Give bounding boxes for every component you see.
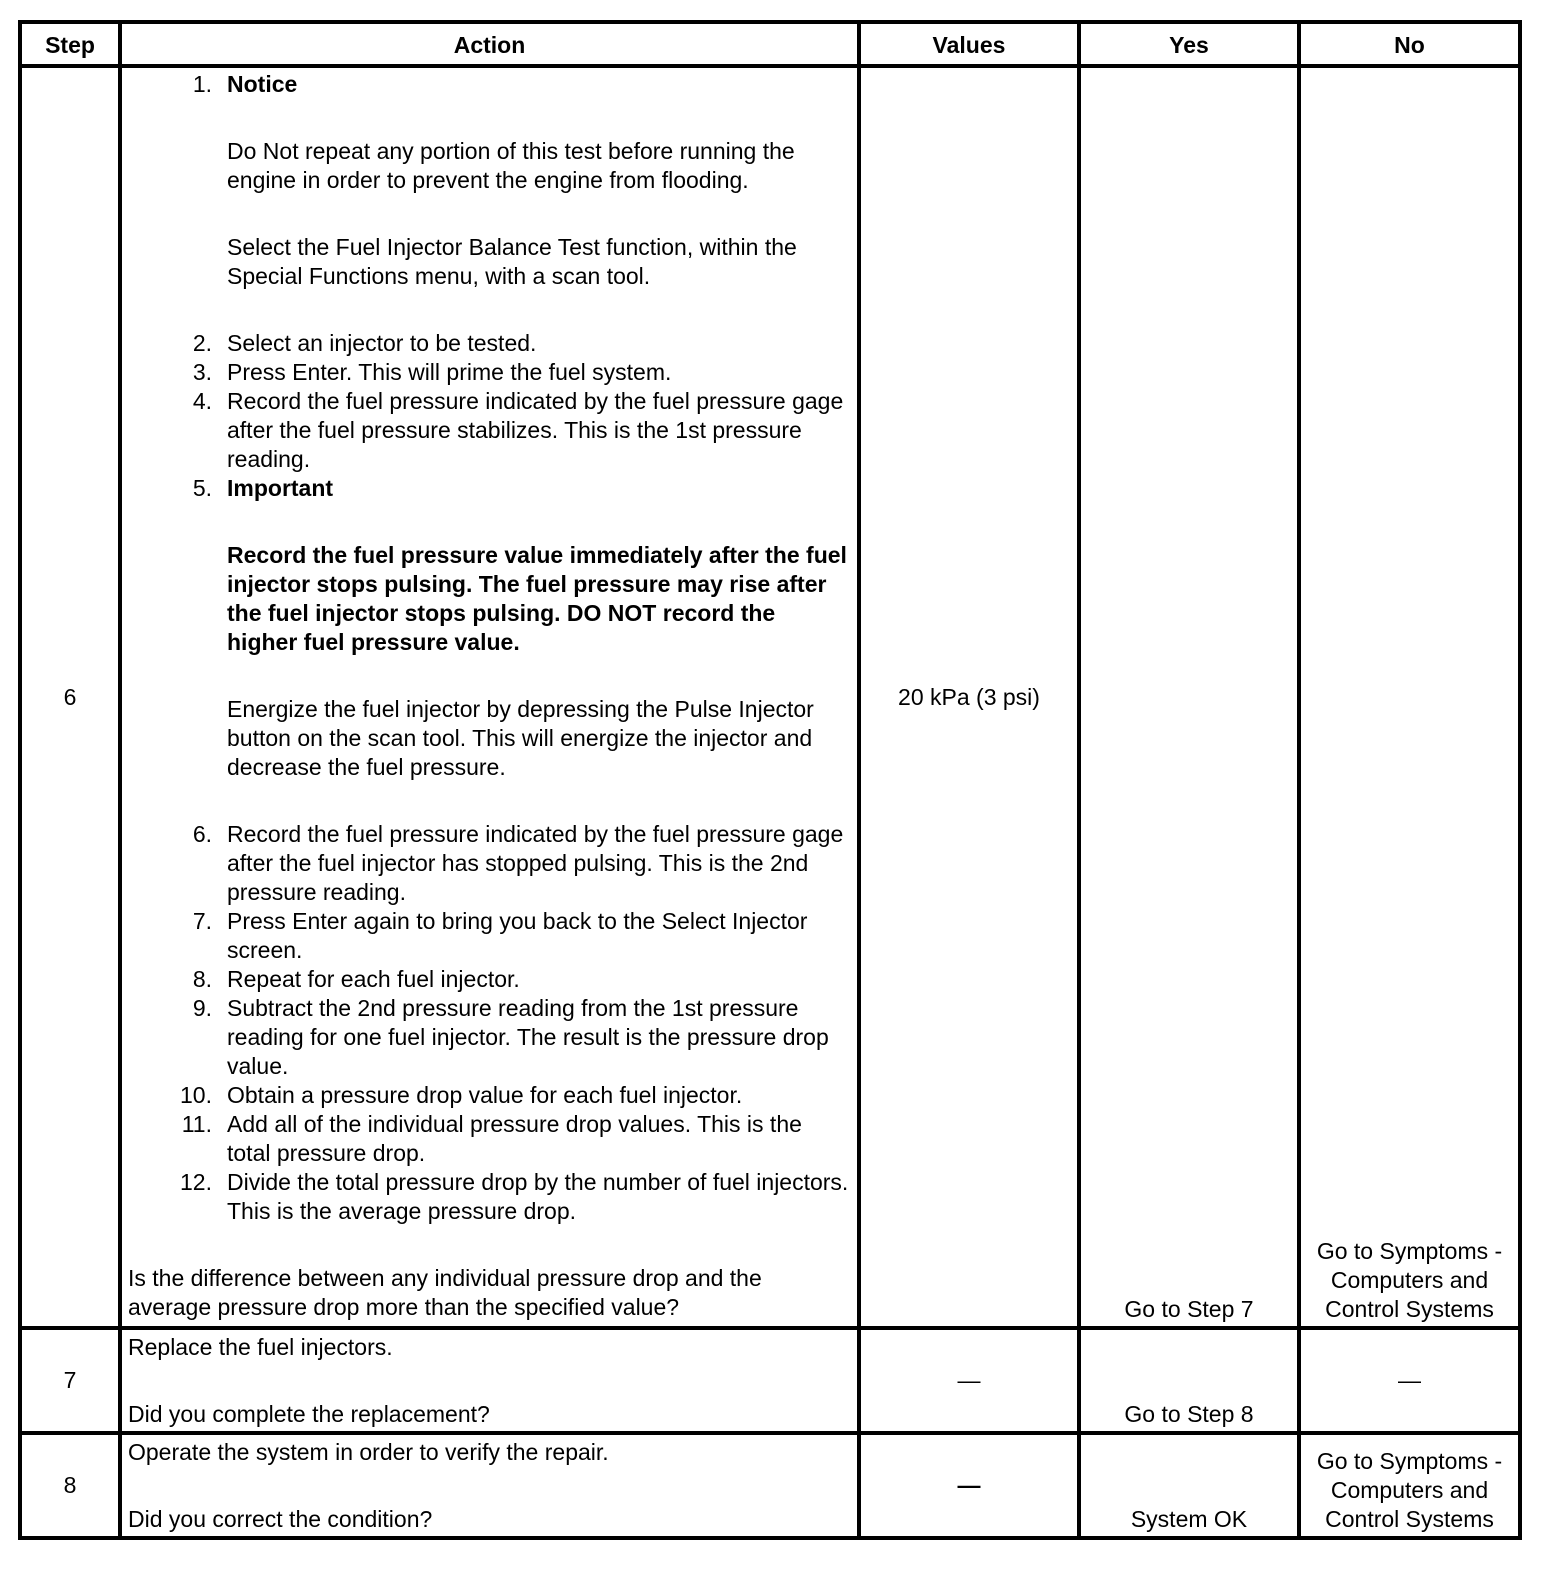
step-question: Did you correct the condition? bbox=[128, 1506, 433, 1532]
list-item: 7. Press Enter again to bring you back to the Select Injector screen. bbox=[192, 908, 808, 963]
yes-text: System OK bbox=[1130, 1506, 1248, 1532]
list-item: 2. Select an injector to be tested. bbox=[192, 330, 537, 356]
list-item: 5. Important bbox=[192, 475, 334, 501]
step-question: Is the difference between any individual pressure drop and the average pressure drop more than the specified value? bbox=[128, 1265, 762, 1320]
values-cell: — bbox=[859, 1328, 1079, 1433]
table-row-step-8 bbox=[20, 1433, 1520, 1538]
list-item: 12. Divide the total pressure drop by the number of fuel injectors. This is the average pressure drop. bbox=[180, 1169, 849, 1224]
diagnostic-table bbox=[18, 20, 1522, 1540]
header-no: No bbox=[1299, 22, 1520, 66]
yes-cell bbox=[1079, 1328, 1299, 1433]
list-item: 3. Press Enter. This will prime the fuel system. bbox=[192, 359, 672, 385]
table-row-step-7 bbox=[20, 1328, 1520, 1433]
list-item: 6. Record the fuel pressure indicated by the fuel pressure gage after the fuel injector has stopped pulsing. This is the 2nd pressure reading. bbox=[192, 821, 844, 905]
action-cell bbox=[120, 1433, 859, 1538]
action-cell bbox=[120, 1328, 859, 1433]
action-text: Operate the system in order to verify the repair. bbox=[128, 1439, 609, 1465]
step-number: 7 bbox=[20, 1328, 120, 1433]
header-values: Values bbox=[859, 22, 1079, 66]
no-cell bbox=[1299, 66, 1520, 1328]
no-link[interactable]: Go to Symptoms - Computers and Control Systems bbox=[1316, 1448, 1503, 1532]
no-link[interactable]: Go to Symptoms - Computers and Control Systems bbox=[1316, 1238, 1503, 1322]
list-item: Do Not repeat any portion of this test before running the engine in order to prevent the engine from flooding. bbox=[227, 138, 795, 193]
list-item: 9. Subtract the 2nd pressure reading from the 1st pressure reading for one fuel injector. The result is the pressure drop value. bbox=[192, 995, 829, 1079]
list-item: 10. Obtain a pressure drop value for each fuel injector. bbox=[180, 1082, 743, 1108]
list-item: 4. Record the fuel pressure indicated by the fuel pressure gage after the fuel pressure stabilizes. This is the 1st pressure reading. bbox=[192, 388, 844, 472]
list-item: 8. Repeat for each fuel injector. bbox=[192, 966, 520, 992]
header-yes: Yes bbox=[1079, 22, 1299, 66]
list-item: 11. Add all of the individual pressure drop values. This is the total pressure drop. bbox=[181, 1111, 802, 1166]
action-steps bbox=[122, 70, 851, 1226]
values-cell: 20 kPa (3 psi) bbox=[859, 66, 1079, 1328]
values-cell: — bbox=[859, 1433, 1079, 1538]
list-item: Record the fuel pressure value immediately after the fuel injector stops pulsing. The fuel pressure may rise after the fuel injector stops pulsing. DO NOT record the higher fuel pressure value. bbox=[227, 542, 847, 655]
step-question: Did you complete the replacement? bbox=[128, 1401, 490, 1427]
step-number: 6 bbox=[20, 66, 120, 1328]
no-cell bbox=[1299, 1433, 1520, 1538]
action-cell bbox=[120, 66, 859, 1328]
list-item: Energize the fuel injector by depressing the Pulse Injector button on the scan tool. This will energize the injector and decrease the fuel pressure. bbox=[227, 696, 814, 780]
no-cell: — bbox=[1299, 1328, 1520, 1433]
yes-cell bbox=[1079, 66, 1299, 1328]
list-item: Select the Fuel Injector Balance Test function, within the Special Functions menu, with a scan tool. bbox=[227, 234, 797, 289]
header-row bbox=[20, 22, 1520, 66]
yes-cell bbox=[1079, 1433, 1299, 1538]
header-action: Action bbox=[120, 22, 859, 66]
list-item: 1. Notice bbox=[192, 71, 298, 97]
step-number: 8 bbox=[20, 1433, 120, 1538]
yes-link[interactable]: Go to Step 7 bbox=[1124, 1296, 1254, 1322]
yes-link[interactable]: Go to Step 8 bbox=[1124, 1401, 1254, 1427]
table-row-step-6 bbox=[20, 66, 1520, 1328]
header-step: Step bbox=[20, 22, 120, 66]
action-text: Replace the fuel injectors. bbox=[128, 1334, 393, 1360]
